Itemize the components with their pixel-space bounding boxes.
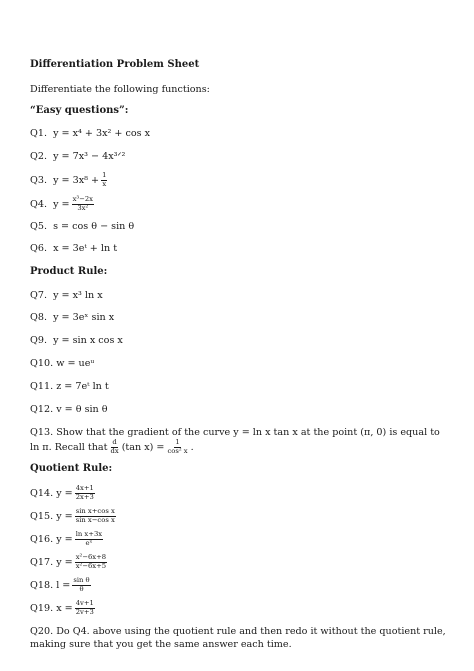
question-expression-lhs: y = [53,198,70,210]
fraction [72,196,94,212]
derivative-operator [110,439,120,455]
fraction-numerator: ln x+3x [75,530,103,538]
fraction-numerator: 4x+1 [75,484,94,492]
question-expression-lhs: l = [56,579,71,591]
question-expression-lhs: y = 3x⁸ + [53,174,100,186]
question-label: Q16. [30,533,54,545]
question-q10 [30,357,434,370]
fraction [72,577,90,593]
fraction-numerator: 1 [102,171,107,179]
question-text: Show that the gradient of the curve y = ln x tan x at the point (π, 0) is equal to [56,427,440,438]
question-expression: y = 3eˣ sin x [53,312,115,323]
question-q5 [30,220,434,233]
question-q16 [30,531,434,547]
question-label: Q9. [30,335,48,346]
question-text: . [190,441,194,453]
fraction-numerator: x³−2x [72,195,93,203]
fraction-denominator: 2x+3 [75,493,94,501]
question-q19 [30,600,434,616]
question-q11 [30,380,434,393]
question-text: Do Q4. above using the quotient rule and then redo it without the quotient rule, [56,626,446,637]
question-label: Q3. [30,174,48,186]
question-text: ln π. Recall that [30,441,108,453]
question-expression-lhs: y = [56,533,73,545]
question-label: Q12. [30,404,54,415]
fraction-denominator: θ [79,585,84,593]
question-label: Q4. [30,198,48,210]
question-expression-lhs: y = [56,510,73,522]
question-label: Q5. [30,221,48,232]
question-expression-lhs: y = [56,487,73,499]
question-q13-continued [30,439,434,455]
fraction-denominator: eˣ [85,539,93,547]
fraction-numerator: x²−6x+8 [75,553,107,561]
instructions: Differentiate the following functions: [30,84,210,95]
question-text: making sure that you get the same answer each time. [30,639,292,650]
fraction-denominator: sin x−cos x [75,516,115,524]
question-q4 [30,196,434,212]
question-label: Q11. [30,381,54,392]
fraction-numerator: sin θ [73,576,90,584]
question-q13 [30,426,440,439]
fraction [166,439,188,455]
question-expression-lhs: y = [56,556,73,568]
fraction-numerator: d [112,438,117,446]
question-expression: v = θ sin θ [56,404,108,415]
fraction [101,172,107,188]
question-expression: y = sin x cos x [53,335,123,346]
fraction-denominator: x [102,180,107,188]
fraction-numerator: sin x+cos x [75,507,115,515]
question-expression-lhs: x = [56,602,73,614]
section-heading-product-rule: Product Rule: [30,266,108,277]
fraction [75,508,116,524]
question-expression: y = x³ ln x [53,290,103,301]
question-q20 [30,625,446,638]
question-label: Q6. [30,243,48,254]
question-q12 [30,403,434,416]
question-q1 [30,127,434,140]
question-expression: w = ueᵘ [56,358,95,369]
question-expression: y = x⁴ + 3x² + cos x [53,128,151,139]
question-text: (tan x) = [121,441,165,453]
question-label: Q14. [30,487,54,499]
page-title: Differentiation Problem Sheet [30,59,200,70]
question-expression: z = 7eᵗ ln t [56,381,109,392]
question-q2 [30,150,434,163]
fraction-numerator: 1 [175,438,180,446]
section-heading-quotient-rule: Quotient Rule: [30,463,113,474]
question-label: Q2. [30,151,48,162]
fraction-numerator: 4v+1 [75,599,94,607]
question-expression: s = cos θ − sin θ [53,221,135,232]
question-label: Q1. [30,128,48,139]
question-q7 [30,289,434,302]
fraction [75,485,95,501]
question-q18 [30,577,434,593]
question-label: Q19. [30,602,54,614]
question-q3 [30,172,434,188]
question-q9 [30,334,434,347]
fraction [75,554,107,570]
question-label: Q18. [30,579,54,591]
question-label: Q13. [30,427,54,438]
section-heading-easy: “Easy questions”: [30,105,129,116]
question-label: Q17. [30,556,54,568]
question-q6 [30,242,434,255]
fraction-denominator: cos² x [167,447,188,455]
question-expression: y = 7x³ − 4x³ᐟ² [53,151,126,162]
question-label: Q20. [30,626,54,637]
question-q15 [30,508,434,524]
question-label: Q10. [30,358,54,369]
question-label: Q7. [30,290,48,301]
question-label: Q15. [30,510,54,522]
fraction-denominator: x²−6x+5 [75,562,107,570]
fraction-denominator: dx [110,447,119,455]
question-q17 [30,554,434,570]
fraction-denominator: 2v+3 [75,608,94,616]
question-q14 [30,485,434,501]
question-expression: x = 3eᵗ + ln t [53,243,118,254]
question-q20-continued [30,638,434,651]
fraction-denominator: 3x² [77,204,89,212]
fraction [75,600,95,616]
question-q8 [30,311,434,324]
question-label: Q8. [30,312,48,323]
fraction [75,531,103,547]
